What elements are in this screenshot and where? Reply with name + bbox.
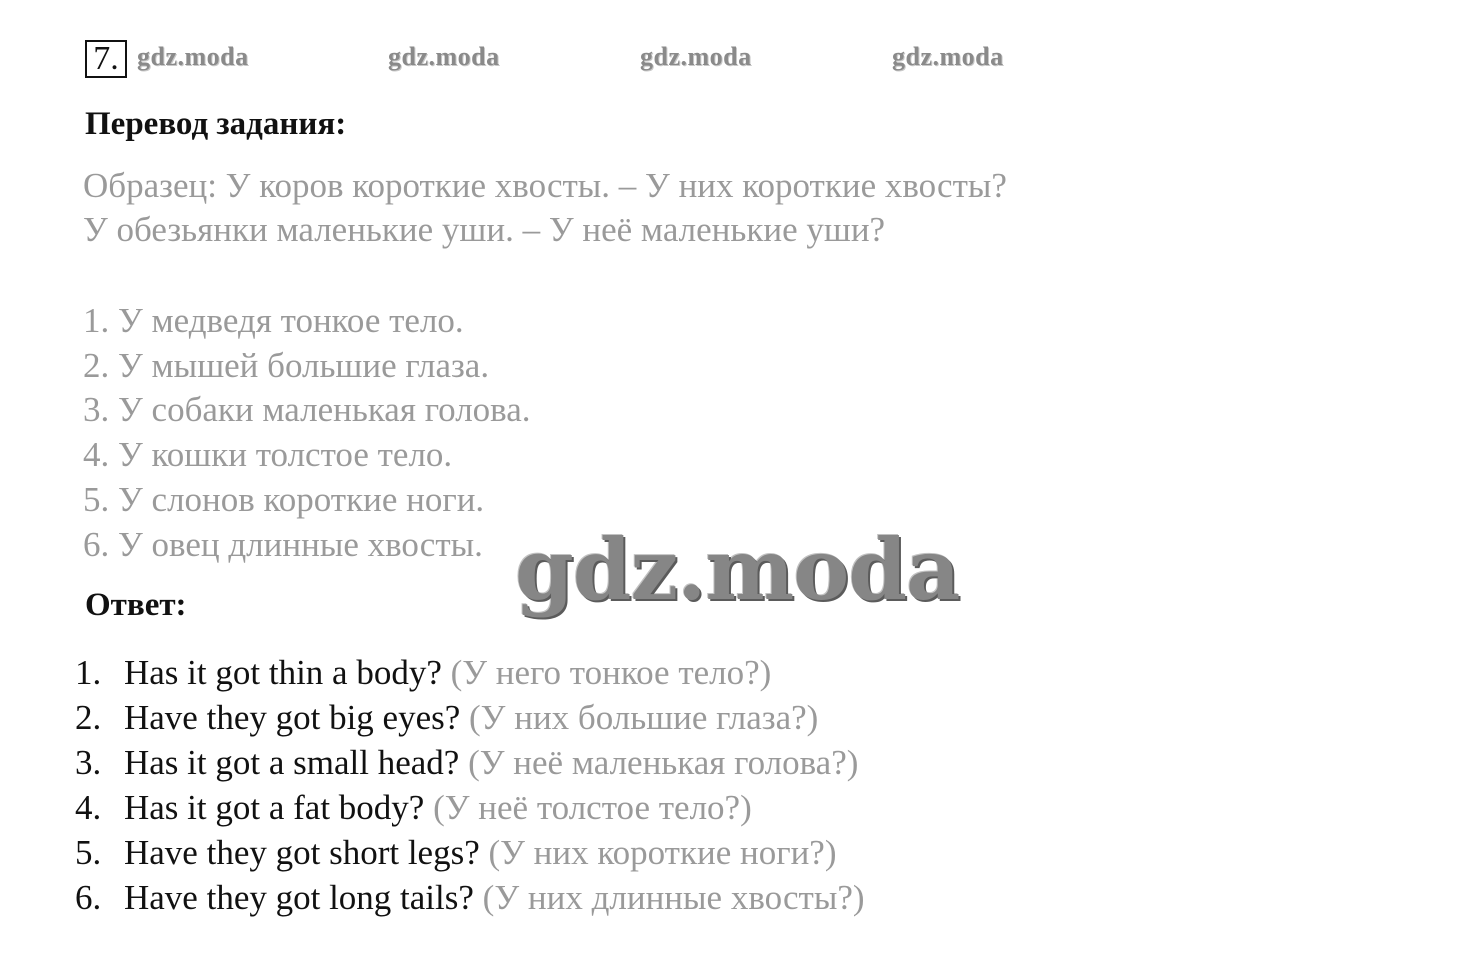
example-line: Образец: У коров короткие хвосты. – У них короткие хвосты? — [83, 166, 1007, 205]
answer-russian: (У них длинные хвосты?) — [482, 878, 865, 917]
answer-item — [75, 833, 836, 873]
answer-number: 1. — [75, 653, 102, 692]
translation-item: 6. У овец длинные хвосты. — [83, 525, 483, 564]
answer-english: Has it got a fat body? — [124, 788, 425, 827]
answer-number: 6. — [75, 878, 102, 917]
answer-english: Have they got big eyes? — [124, 698, 461, 737]
answer-english: Has it got thin a body? — [124, 653, 442, 692]
answer-item — [75, 743, 858, 783]
answer-number: 4. — [75, 788, 102, 827]
translation-item: 2. У мышей большие глаза. — [83, 346, 490, 385]
watermark-small: gdz.moda — [388, 42, 500, 71]
answer-item — [75, 878, 865, 918]
answer-number: 5. — [75, 833, 102, 872]
answer-russian: (У неё маленькая голова?) — [468, 743, 859, 782]
answer-english: Have they got long tails? — [124, 878, 474, 917]
task-number: 7. — [85, 40, 127, 78]
translation-heading: Перевод задания: — [85, 106, 347, 142]
watermark-small: gdz.moda — [640, 42, 752, 71]
answer-russian: (У неё толстое тело?) — [433, 788, 752, 827]
answer-item — [75, 653, 771, 693]
watermark-large: gdz.moda — [515, 520, 960, 619]
example-line: У обезьянки маленькие уши. – У неё маленькие уши? — [83, 210, 886, 249]
translation-item: 3. У собаки маленькая голова. — [83, 390, 531, 429]
answer-russian: (У них большие глаза?) — [469, 698, 819, 737]
answer-russian: (У него тонкое тело?) — [450, 653, 772, 692]
answer-heading: Ответ: — [85, 587, 187, 623]
translation-item: 1. У медведя тонкое тело. — [83, 301, 464, 340]
answer-russian: (У них короткие ноги?) — [488, 833, 837, 872]
translation-item: 4. У кошки толстое тело. — [83, 435, 453, 474]
watermark-small: gdz.moda — [137, 42, 249, 71]
watermark-small: gdz.moda — [892, 42, 1004, 71]
answer-number: 3. — [75, 743, 102, 782]
answer-item — [75, 788, 752, 828]
answer-item — [75, 698, 818, 738]
translation-item: 5. У слонов короткие ноги. — [83, 480, 485, 519]
answer-english: Has it got a small head? — [124, 743, 460, 782]
answer-number: 2. — [75, 698, 102, 737]
answer-english: Have they got short legs? — [124, 833, 480, 872]
